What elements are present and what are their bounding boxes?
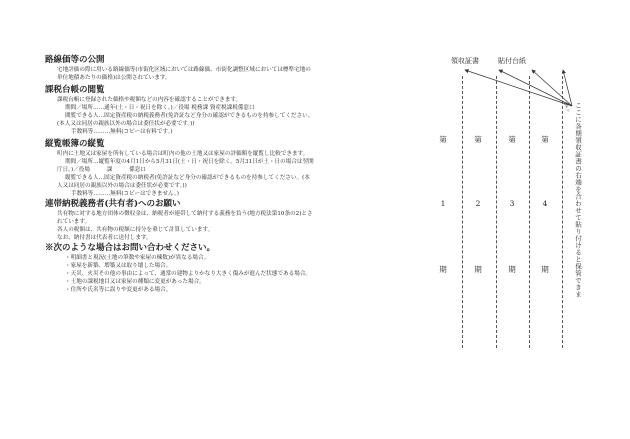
period-3-bottom: 期 xyxy=(508,265,516,274)
text-line: 共有物に対する地方団体の徴収金は、納税者が連帯して納付する義務を負う(地方税法第10条の2)とさ xyxy=(57,211,313,217)
bullet-item: ・土地の課税地目又は家屋の種類に変更があった場合。 xyxy=(65,279,205,285)
section-heading-joint-taxpayers: 連帯納税義務者(共有者)へのお願い xyxy=(45,199,181,209)
text-line: 宅地評価の際に用いる路線価等(市街化区域においては路線価、市街化調整区域においては標準宅地の xyxy=(57,67,311,73)
text-line: 各人の税額は、共有物の税額に持分を乗じて計算しています。 xyxy=(57,227,214,233)
period-4-top: 第 xyxy=(541,135,549,144)
text-line: 単位地積あたりの価格)は公開されています。 xyxy=(57,75,171,81)
section-heading-inquiries: ※次のような場合はお問い合わせください。 xyxy=(45,243,216,253)
section-heading-inspection: 縦覧帳簿の縦覧 xyxy=(45,139,105,149)
period-1-bottom: 期 xyxy=(439,265,447,274)
cut-line xyxy=(562,76,563,348)
period-4-number: 4 xyxy=(542,199,548,208)
text-line: (本人又は同居の親族以外の場合は委任状が必要です。)) xyxy=(57,121,195,127)
text-line: 庁日。)／役場 課 係窓口 xyxy=(57,167,146,173)
text-line: 閲覧できる人…固定資産税の納税義務者(免許証など身分の確認ができるものを持参してください。 xyxy=(65,113,314,119)
period-4-bottom: 期 xyxy=(541,265,549,274)
period-2-number: 2 xyxy=(475,199,481,208)
period-1-top: 第 xyxy=(439,135,447,144)
cut-line xyxy=(496,76,497,348)
cut-line xyxy=(529,76,530,348)
text-line: 手数料等………無料(コピーはできません。) xyxy=(71,191,179,197)
text-line: 期間／場所…縦覧年度の4月1日から5月31日(土・日・祝日を除く。5月31日が土・日の場合は翌開 xyxy=(65,159,314,165)
text-line: 縦覧できる人…固定資産税の納税者(免許証など身分の確認ができるものを持参してください。(本 xyxy=(65,175,310,181)
period-3-top: 第 xyxy=(508,135,516,144)
text-line: 人又は同居の親族以外の場合は委任状が必要です。)) xyxy=(57,183,187,189)
period-2-bottom: 期 xyxy=(474,265,482,274)
period-1-number: 1 xyxy=(440,199,446,208)
section-heading-tax-ledger: 課税台帳の閲覧 xyxy=(45,85,105,95)
text-line: 手数料等………無料(コピーは有料です。) xyxy=(71,129,173,135)
pasting-instruction-note: ここに各期領収証書の右端を合わせて貼り付けると保管できます。 xyxy=(562,102,582,298)
pasting-board-label: 貼付台紙 xyxy=(498,57,526,65)
text-line: なお、納付書は代表者に送付します。 xyxy=(57,235,152,241)
bullet-item: ・天災、火災その他の事由によって、通常の建物よりかなり大きく傷みが進んだ状態である場合。 xyxy=(65,271,312,277)
text-line: れています。 xyxy=(57,219,91,225)
period-3-number: 3 xyxy=(509,199,515,208)
cut-line xyxy=(462,76,463,348)
text-line: 期間／場所……通年(土・日・祝日を除く。)／役場 税務課 資産税課税係窓口 xyxy=(65,105,255,111)
period-2-top: 第 xyxy=(474,135,482,144)
section-heading-route-price: 路線価等の公開 xyxy=(45,55,105,65)
receipt-label: 領収証書 xyxy=(451,57,479,65)
text-line: 課税台帳に登録された価格や税額などの内容を確認することができます。 xyxy=(57,97,242,103)
bullet-item: ・住所や氏名等に誤りや変更がある場合。 xyxy=(65,287,172,293)
bullet-item: ・明細書と現況(土地の筆数や家屋の棟数)が異なる場合。 xyxy=(65,255,210,261)
bullet-item: ・家屋を新築、増築又は取り壊した場合。 xyxy=(65,263,172,269)
text-line: 町内に土地又は家屋を所有している場合は町内の他の土地又は家屋の評価額を縦覧し比較できます。 xyxy=(57,151,309,157)
